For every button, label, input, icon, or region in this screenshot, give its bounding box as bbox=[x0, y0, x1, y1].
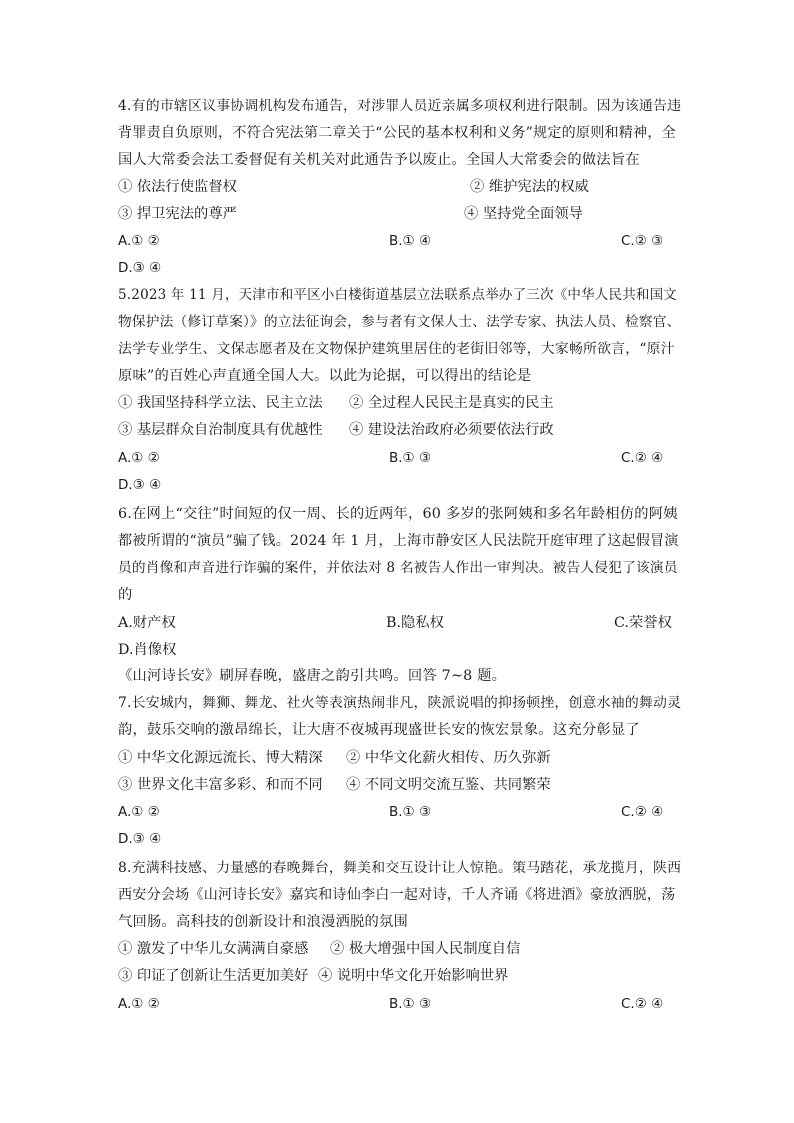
q7-line-1: 7.长安城内，舞狮、舞龙、社火等表演热闹非凡，陕派说唱的抑扬顿挫，创意水袖的舞动灵 bbox=[118, 695, 682, 711]
q6-choice-b[interactable]: B.隐私权 bbox=[386, 615, 444, 631]
q8-choice-b[interactable]: B.① ③ bbox=[389, 996, 432, 1012]
q5-item-2: ② 全过程人民民主是真实的民主 bbox=[349, 395, 554, 411]
q4-choice-c[interactable]: C.② ③ bbox=[621, 233, 664, 249]
q8-choice-c[interactable]: C.② ④ bbox=[621, 996, 664, 1012]
q8-choice-a[interactable]: A.① ② bbox=[118, 996, 160, 1012]
q7-choice-b[interactable]: B.① ③ bbox=[389, 804, 432, 820]
q5-line-3: 法学专业学生、文保志愿者及在文物保护建筑里居住的老街旧邻等，大家畅所欲言，“原汁 bbox=[118, 341, 675, 357]
q8-item-2: ② 极大增强中国人民制度自信 bbox=[330, 941, 521, 957]
q7-line-2: 韵，鼓乐交响的激昂绵长，让大唐不夜城再现盛世长安的恢宏景象。这充分彰显了 bbox=[118, 722, 640, 738]
q6-choice-c[interactable]: C.荣誉权 bbox=[614, 615, 672, 631]
q6-choice-d[interactable]: D.肖像权 bbox=[118, 642, 177, 658]
q4-item-2: ② 维护宪法的权威 bbox=[470, 179, 589, 195]
q7-item-4: ④ 不同文明交流互鉴、共同繁荣 bbox=[346, 777, 551, 793]
q4-item-4: ④ 坚持党全面领导 bbox=[464, 206, 583, 222]
q8-line-2: 西安分会场《山河诗长安》嘉宾和诗仙李白一起对诗，千人齐诵《将进酒》豪放洒脱，荡 bbox=[118, 887, 676, 903]
q7-choice-a[interactable]: A.① ② bbox=[118, 804, 160, 820]
q4-item-3: ③ 捍卫宪法的尊严 bbox=[118, 206, 237, 222]
q5-line-2: 物保护法（修订草案）》的立法征询会，参与者有文保人士、法学专家、执法人员、检察官、 bbox=[118, 314, 681, 330]
q4-choice-a[interactable]: A.① ② bbox=[118, 233, 160, 249]
q5-choice-c[interactable]: C.② ④ bbox=[621, 450, 664, 466]
q7-item-3: ③ 世界文化丰富多彩、和而不同 bbox=[118, 777, 323, 793]
q4-choice-d[interactable]: D.③ ④ bbox=[118, 260, 162, 276]
q6-line-1: 6.在网上“交往”时间短的仅一周、长的近两年，60 多岁的张阿姨和多名年龄相仿的阿姨 bbox=[118, 506, 678, 522]
q4-line-2: 背罪责自负原则，不符合宪法第二章关于“公民的基本权利和义务”规定的原则和精神，全 bbox=[118, 125, 676, 141]
q6-line-2: 都被所谓的“演员”骗了钱。2024 年 1 月，上海市静安区人民法院开庭审理了这起假冒演 bbox=[118, 533, 679, 549]
q5-choice-d[interactable]: D.③ ④ bbox=[118, 477, 162, 493]
q5-choice-a[interactable]: A.① ② bbox=[118, 450, 160, 466]
q5-item-3: ③ 基层群众自治制度具有优越性 bbox=[118, 422, 323, 438]
q7-item-1: ① 中华文化源远流长、博大精深 bbox=[118, 750, 323, 766]
q5-line-1: 5.2023 年 11 月，天津市和平区小白楼街道基层立法联系点举办了三次《中华人民共和国文 bbox=[118, 287, 677, 303]
q4-item-1: ① 依法行使监督权 bbox=[118, 179, 237, 195]
q4-line-1: 4.有的市辖区议事协调机构发布通告，对涉罪人员近亲属多项权利进行限制。因为该通告违 bbox=[118, 98, 682, 114]
q5-item-1: ① 我国坚持科学立法、民主立法 bbox=[118, 395, 323, 411]
q8-item-4: ④ 说明中华文化开始影响世界 bbox=[318, 968, 509, 984]
q8-item-1: ① 激发了中华儿女满满自豪感 bbox=[118, 941, 309, 957]
q7-8-intro: 《山河诗长安》刷屏春晚，盛唐之韵引共鸣。回答 7~8 题。 bbox=[118, 668, 507, 684]
q5-item-4: ④ 建设法治政府必须要依法行政 bbox=[349, 422, 554, 438]
q4-line-3: 国人大常委会法工委督促有关机关对此通告予以废止。全国人大常委会的做法旨在 bbox=[118, 152, 640, 168]
q6-choice-a[interactable]: A.财产权 bbox=[118, 615, 176, 631]
q7-item-2: ② 中华文化薪火相传、历久弥新 bbox=[346, 750, 551, 766]
q8-line-3: 气回肠。高科技的创新设计和浪漫洒脱的氛围 bbox=[118, 914, 408, 930]
q4-choice-b[interactable]: B.① ④ bbox=[389, 233, 432, 249]
q5-line-4: 原味”的百姓心声直通全国人大。以此为论据，可以得出的结论是 bbox=[118, 368, 532, 384]
q8-line-1: 8.充满科技感、力量感的春晚舞台，舞美和交互设计让人惊艳。策马踏花，承龙揽月，陕西 bbox=[118, 860, 682, 876]
q6-line-4: 的 bbox=[118, 587, 133, 603]
q5-choice-b[interactable]: B.① ③ bbox=[389, 450, 432, 466]
q7-choice-d[interactable]: D.③ ④ bbox=[118, 831, 162, 847]
q7-choice-c[interactable]: C.② ④ bbox=[621, 804, 664, 820]
q8-item-3: ③ 印证了创新让生活更加美好 bbox=[118, 968, 309, 984]
q6-line-3: 员的肖像和声音进行诈骗的案件，并依法对 8 名被告人作出一审判决。被告人侵犯了该演员 bbox=[118, 560, 678, 576]
